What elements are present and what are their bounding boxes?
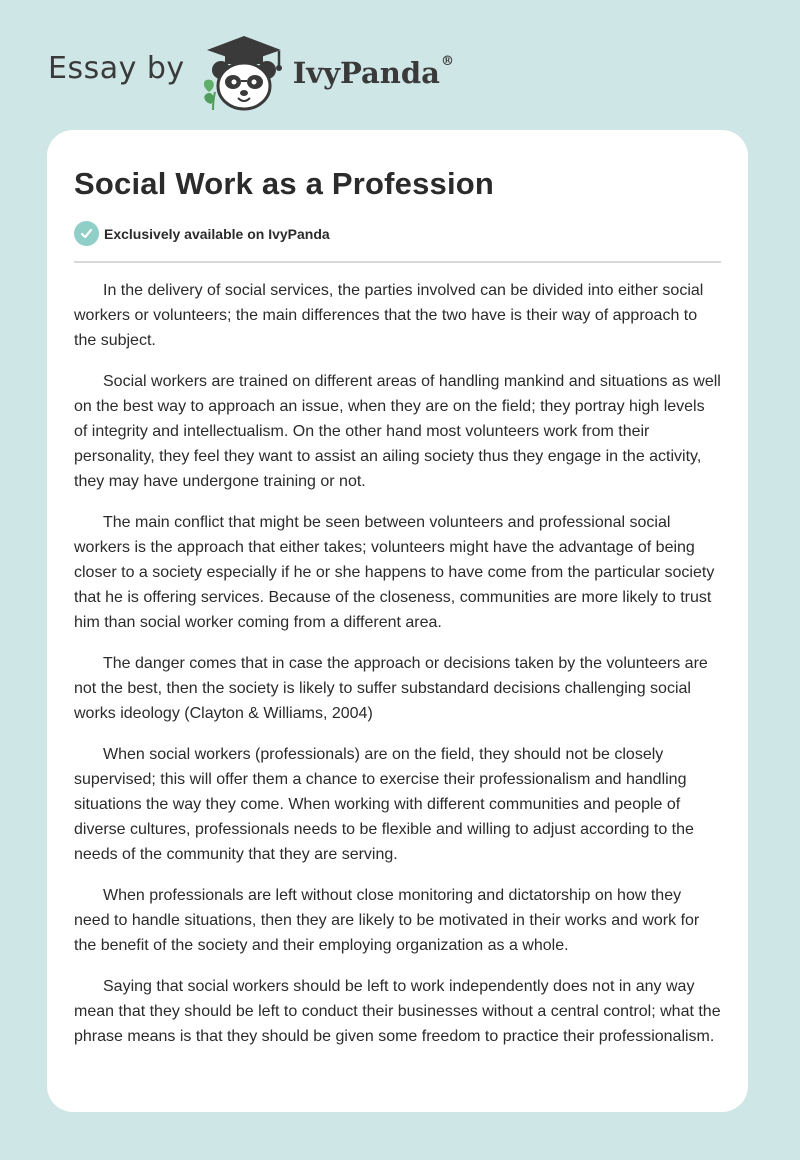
- availability-badge: [74, 221, 330, 246]
- paragraph: Social workers are trained on different areas of handling mankind and situations as well on the best way to approach an issue, when they are on the field; they portray high levels of integrity and intellectualism. On the other hand most volunteers work from their personality, they feel they want to assist an ailing society thus they engage in the activity, they may have undergone training or not.: [74, 373, 721, 490]
- paragraph: The danger comes that in case the approach or decisions taken by the volunteers are not the best, then the society is likely to suffer substandard decisions challenging social works ideology (Clayton & Williams, 2004): [74, 655, 708, 722]
- essay-title: Social Work as a Profession: [74, 166, 495, 201]
- site-header: [48, 30, 454, 114]
- paragraph: When social workers (professionals) are on the field, they should not be closely supervised; this will offer them a chance to exercise their professionalism and handling situations the way they come. When working with different communities and people of diverse cultures, professionals needs to be flexible and willing to adjust according to the needs of the community that they are serving.: [74, 746, 694, 863]
- paragraph: In the delivery of social services, the parties involved can be divided into either social workers or volunteers; the main differences that the two have is their way of approach to the subject.: [74, 282, 704, 349]
- essay-body: [74, 278, 721, 1065]
- essay-card: [47, 130, 748, 1112]
- paragraph: Saying that social workers should be left to work independently does not in any way mean that they should be left to conduct their businesses without a central control; what the phrase means is that they should be given some freedom to practice their professionalism.: [74, 978, 721, 1045]
- badge-text: Exclusively available on IvyPanda: [104, 225, 330, 242]
- paragraph: The main conflict that might be seen between volunteers and professional social workers is the approach that either takes; volunteers might have the advantage of being closer to a society especially if he or she happens to have come from the particular society that he is offering services. Because of the closeness, communities are more likely to trust him than social worker coming from a different area.: [74, 514, 715, 631]
- panda-graduate-icon[interactable]: [199, 30, 289, 114]
- brand-text: IvyPanda: [292, 56, 440, 90]
- check-icon: [74, 221, 99, 246]
- trademark-symbol: ®: [440, 54, 454, 69]
- divider: [74, 261, 721, 263]
- paragraph: When professionals are left without close monitoring and dictatorship on how they need to handle situations, then they are likely to be motivated in their works and work for the benefit of the society and their employing organization as a whole.: [74, 887, 700, 954]
- brand-name[interactable]: [293, 56, 454, 90]
- essay-by-label: Essay by: [48, 50, 185, 86]
